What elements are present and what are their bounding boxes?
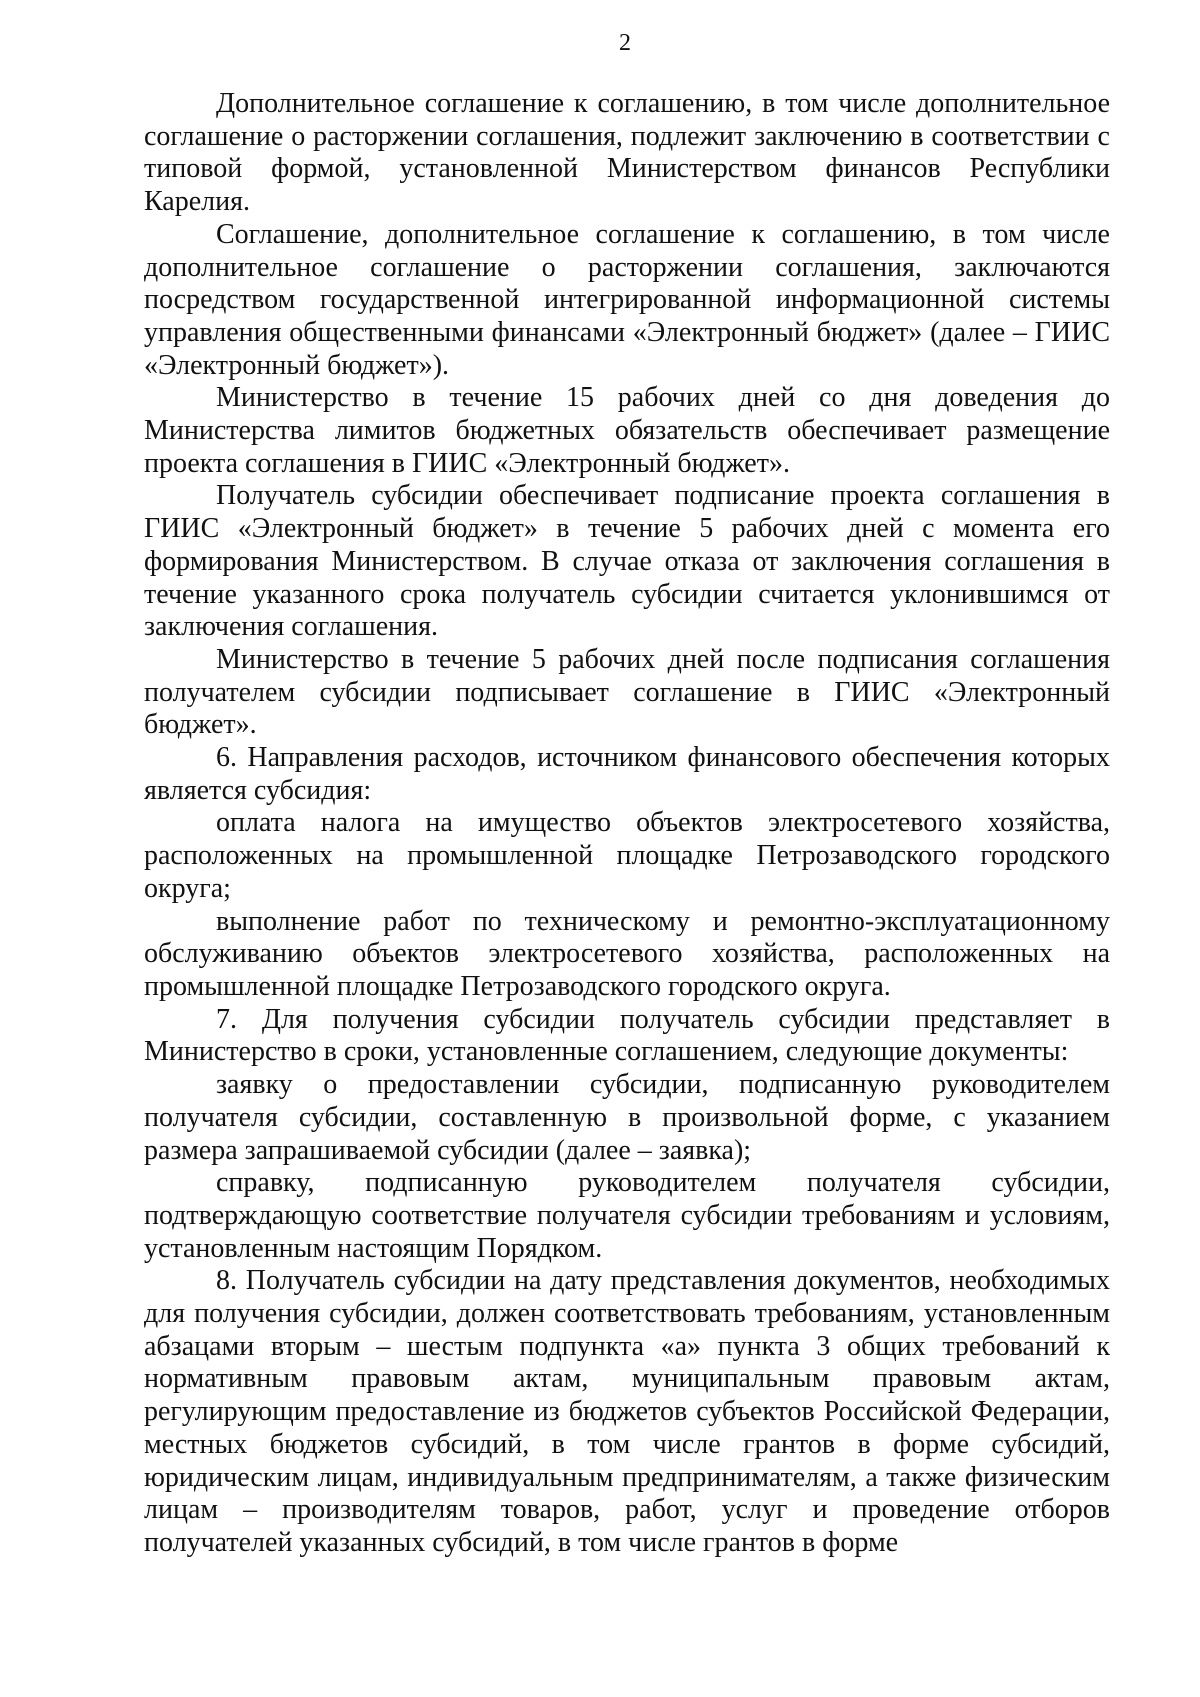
paragraph-certificate: справку, подписанную руководителем получателя субсидии, подтверждающую соответствие получателя субсидии требованиям и условиям, установленным настоящим Порядком. [144,1167,1110,1264]
paragraph-recipient-signing: Получатель субсидии обеспечивает подписание проекта соглашения в ГИИС «Электронный бюджет» в течение 5 рабочих дней с момента его формирования Министерством. В случае отказа от заключения соглашения в течение указанного срока получатель субсидии считается уклонившимся от заключения соглашения. [144,480,1110,643]
paragraph-agreement-via-giis: Соглашение, дополнительное соглашение к соглашению, в том числе дополнительное соглашение о расторжении соглашения, заключаются посредством государственной интегрированной информационной системы управления общественными финансами «Электронный бюджет» (далее – ГИИС «Электронный бюджет»). [144,218,1110,381]
paragraph-item-8-requirements: 8. Получатель субсидии на дату представления документов, необходимых для получения субсидии, должен соответствовать требованиям, установленным абзацами вторым – шестым подпункта «а» пункта 3 общих требований к нормативным правовым актам, муниципальным правовым актам, регулирующим предоставление из бюджетов субъектов Российской Федерации, местных бюджетов субсидий, в том числе грантов в форме субсидий, юридическим лицам, индивидуальным предпринимателям, а также физическим лицам – производителям товаров, работ, услуг и проведение отборов получателей указанных субсидий, в том числе грантов в форме [144,1265,1110,1558]
document-body [144,88,1110,1560]
paragraph-item-6-expense-directions: 6. Направления расходов, источником финансового обеспечения которых является субсидия: [144,742,1110,806]
paragraph-supplementary-agreement-form: Дополнительное соглашение к соглашению, в том числе дополнительное соглашение о расторжении соглашения, подлежит заключению в соответствии с типовой формой, установленной Министерством финансов Республики Карелия. [144,88,1110,218]
paragraph-ministry-draft-placement: Министерство в течение 15 рабочих дней со дня доведения до Министерства лимитов бюджетных обязательств обеспечивает размещение проекта соглашения в ГИИС «Электронный бюджет». [144,382,1110,479]
paragraph-property-tax: оплата налога на имущество объектов электросетевого хозяйства, расположенных на промышленной площадке Петрозаводского городского округа; [144,807,1110,904]
paragraph-item-7-documents: 7. Для получения субсидии получатель субсидии представляет в Министерство в сроки, установленные соглашением, следующие документы: [144,1003,1110,1068]
paragraph-application: заявку о предоставлении субсидии, подписанную руководителем получателя субсидии, составленную в произвольной форме, с указанием размера запрашиваемой субсидии (далее – заявка); [144,1069,1110,1166]
page-number: 2 [619,30,631,56]
paragraph-ministry-signing: Министерство в течение 5 рабочих дней после подписания соглашения получателем субсидии подписывает соглашение в ГИИС «Электронный бюджет». [144,643,1110,741]
paragraph-maintenance-works: выполнение работ по техническому и ремонтно-эксплуатационному обслуживанию объектов электросетевого хозяйства, расположенных на промышленной площадке Петрозаводского городского округа. [144,905,1110,1002]
